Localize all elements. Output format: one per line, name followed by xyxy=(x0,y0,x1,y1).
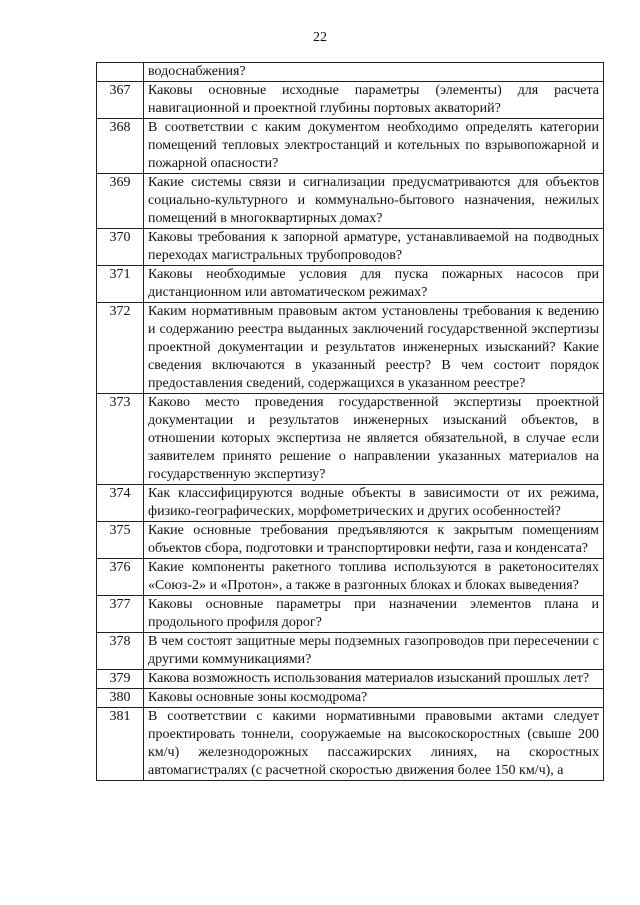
question-number: 372 xyxy=(97,303,144,394)
question-number: 373 xyxy=(97,394,144,485)
question-text: Какова возможность использования материалов изысканий прошлых лет? xyxy=(144,670,604,689)
question-text: водоснабжения? xyxy=(144,63,604,82)
question-text: Какие компоненты ракетного топлива используются в ракетоносителях «Союз-2» и «Протон», а также в разгонных блоках и блоках выведения? xyxy=(144,559,604,596)
table-row xyxy=(97,670,604,689)
question-text: Каковы необходимые условия для пуска пожарных насосов при дистанционном или автоматическом режимах? xyxy=(144,266,604,303)
question-text: В соответствии с какими нормативными правовыми актами следует проектировать тоннели, сооружаемые на высокоскоростных (свыше 200 км/ч) железнодорожных пассажирских линиях, на скоростных автомагистралях (с расчетной скоростью движения более 150 км/ч), а xyxy=(144,708,604,781)
table-row xyxy=(97,63,604,82)
question-text: Какие основные требования предъявляются к закрытым помещениям объектов сбора, подготовки и транспортировки нефти, газа и конденсата? xyxy=(144,522,604,559)
question-number: 380 xyxy=(97,689,144,708)
table-row xyxy=(97,633,604,670)
question-text: В чем состоят защитные меры подземных газопроводов при пересечении с другими коммуникациями? xyxy=(144,633,604,670)
question-number: 367 xyxy=(97,82,144,119)
question-number: 375 xyxy=(97,522,144,559)
table-row xyxy=(97,229,604,266)
table-row xyxy=(97,394,604,485)
question-text: Каковы основные параметры при назначении элементов плана и продольного профиля дорог? xyxy=(144,596,604,633)
question-number: 376 xyxy=(97,559,144,596)
page-number: 22 xyxy=(313,30,327,45)
question-number: 378 xyxy=(97,633,144,670)
table-row xyxy=(97,596,604,633)
table-row xyxy=(97,82,604,119)
question-text: Какие системы связи и сигнализации предусматриваются для объектов социально-культурного и коммунально-бытового назначения, нежилых помещений в многоквартирных домах? xyxy=(144,174,604,229)
question-number: 381 xyxy=(97,708,144,781)
question-text: Как классифицируются водные объекты в зависимости от их режима, физико-географических, морфометрических и других особенностей? xyxy=(144,485,604,522)
question-text: Каковы требования к запорной арматуре, устанавливаемой на подводных переходах магистральных трубопроводов? xyxy=(144,229,604,266)
question-number: 379 xyxy=(97,670,144,689)
table-row xyxy=(97,522,604,559)
question-number: 369 xyxy=(97,174,144,229)
question-number: 368 xyxy=(97,119,144,174)
table-row xyxy=(97,485,604,522)
question-number: 374 xyxy=(97,485,144,522)
table-row xyxy=(97,689,604,708)
table-row xyxy=(97,303,604,394)
table-row xyxy=(97,559,604,596)
questions-table xyxy=(96,62,604,781)
question-text: Каково место проведения государственной экспертизы проектной документации и результатов инженерных изысканий объектов, в отношении которых экспертиза не является обязательной, в случае если заявителем принято решение о направлении указанных материалов на государственную экспертизу? xyxy=(144,394,604,485)
table-row xyxy=(97,266,604,303)
question-number: 371 xyxy=(97,266,144,303)
question-text: Каковы основные исходные параметры (элементы) для расчета навигационной и проектной глубины портовых акваторий? xyxy=(144,82,604,119)
question-number: 370 xyxy=(97,229,144,266)
question-text: Каким нормативным правовым актом установлены требования к ведению и содержанию реестра выданных заключений государственной экспертизы проектной документации и результатов инженерных изысканий? Какие сведения включаются в указанный реестр? В чем состоит порядок предоставления сведений, содержащихся в указанном реестре? xyxy=(144,303,604,394)
question-text: Каковы основные зоны космодрома? xyxy=(144,689,604,708)
question-text: В соответствии с каким документом необходимо определять категории помещений тепловых электростанций и котельных по взрывопожарной и пожарной опасности? xyxy=(144,119,604,174)
table-row xyxy=(97,174,604,229)
table-row xyxy=(97,119,604,174)
question-number: 377 xyxy=(97,596,144,633)
table-row xyxy=(97,708,604,781)
question-number xyxy=(97,63,144,82)
